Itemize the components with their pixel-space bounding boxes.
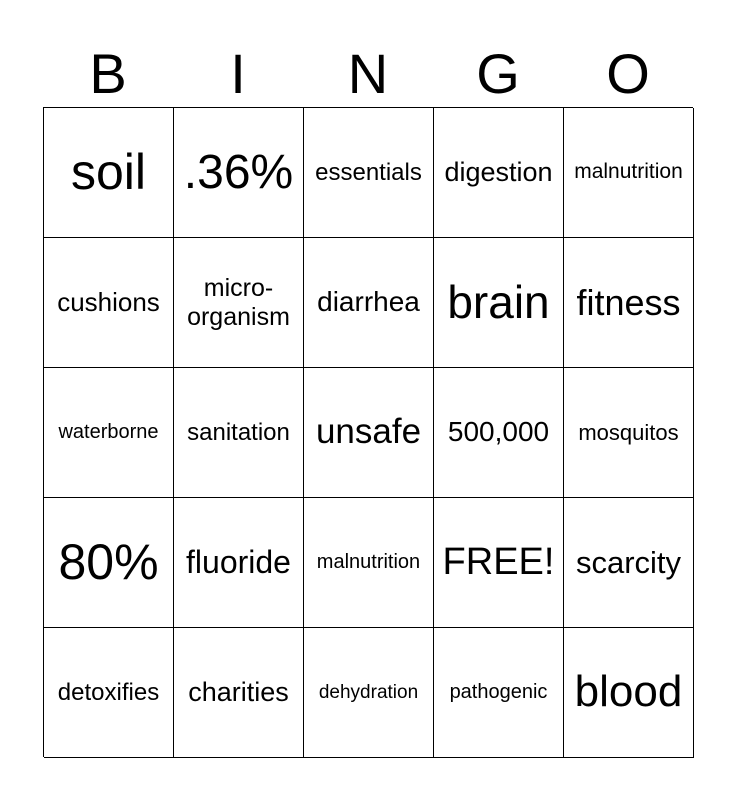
bingo-cell: detoxifies — [44, 628, 174, 758]
header-letter-b: B — [89, 42, 127, 105]
bingo-cell: .36% — [174, 108, 304, 238]
bingo-header — [43, 40, 693, 108]
bingo-cell: diarrhea — [304, 238, 434, 368]
header-letter-n: N — [347, 42, 389, 105]
bingo-cell: micro- organism — [174, 238, 304, 368]
header-letter-o: O — [606, 42, 650, 105]
bingo-cell: 80% — [44, 498, 174, 628]
bingo-cell: fluoride — [174, 498, 304, 628]
bingo-cell: unsafe — [304, 368, 434, 498]
bingo-cell: malnutrition — [564, 108, 694, 238]
bingo-cell: dehydration — [304, 628, 434, 758]
bingo-cell: charities — [174, 628, 304, 758]
bingo-cell: mosquitos — [564, 368, 694, 498]
bingo-cell: digestion — [434, 108, 564, 238]
bingo-cell: waterborne — [44, 368, 174, 498]
header-letter-i: I — [230, 42, 246, 105]
bingo-cell: sanitation — [174, 368, 304, 498]
bingo-cell: soil — [44, 108, 174, 238]
header-letter-g: G — [476, 42, 520, 105]
bingo-cell: cushions — [44, 238, 174, 368]
bingo-cell: 500,000 — [434, 368, 564, 498]
bingo-cell: scarcity — [564, 498, 694, 628]
bingo-cell: brain — [434, 238, 564, 368]
bingo-cell: essentials — [304, 108, 434, 238]
bingo-cell: malnutrition — [304, 498, 434, 628]
bingo-card-grid — [43, 107, 693, 757]
bingo-cell: fitness — [564, 238, 694, 368]
bingo-cell: pathogenic — [434, 628, 564, 758]
free-space-cell: FREE! — [434, 498, 564, 628]
bingo-cell: blood — [564, 628, 694, 758]
